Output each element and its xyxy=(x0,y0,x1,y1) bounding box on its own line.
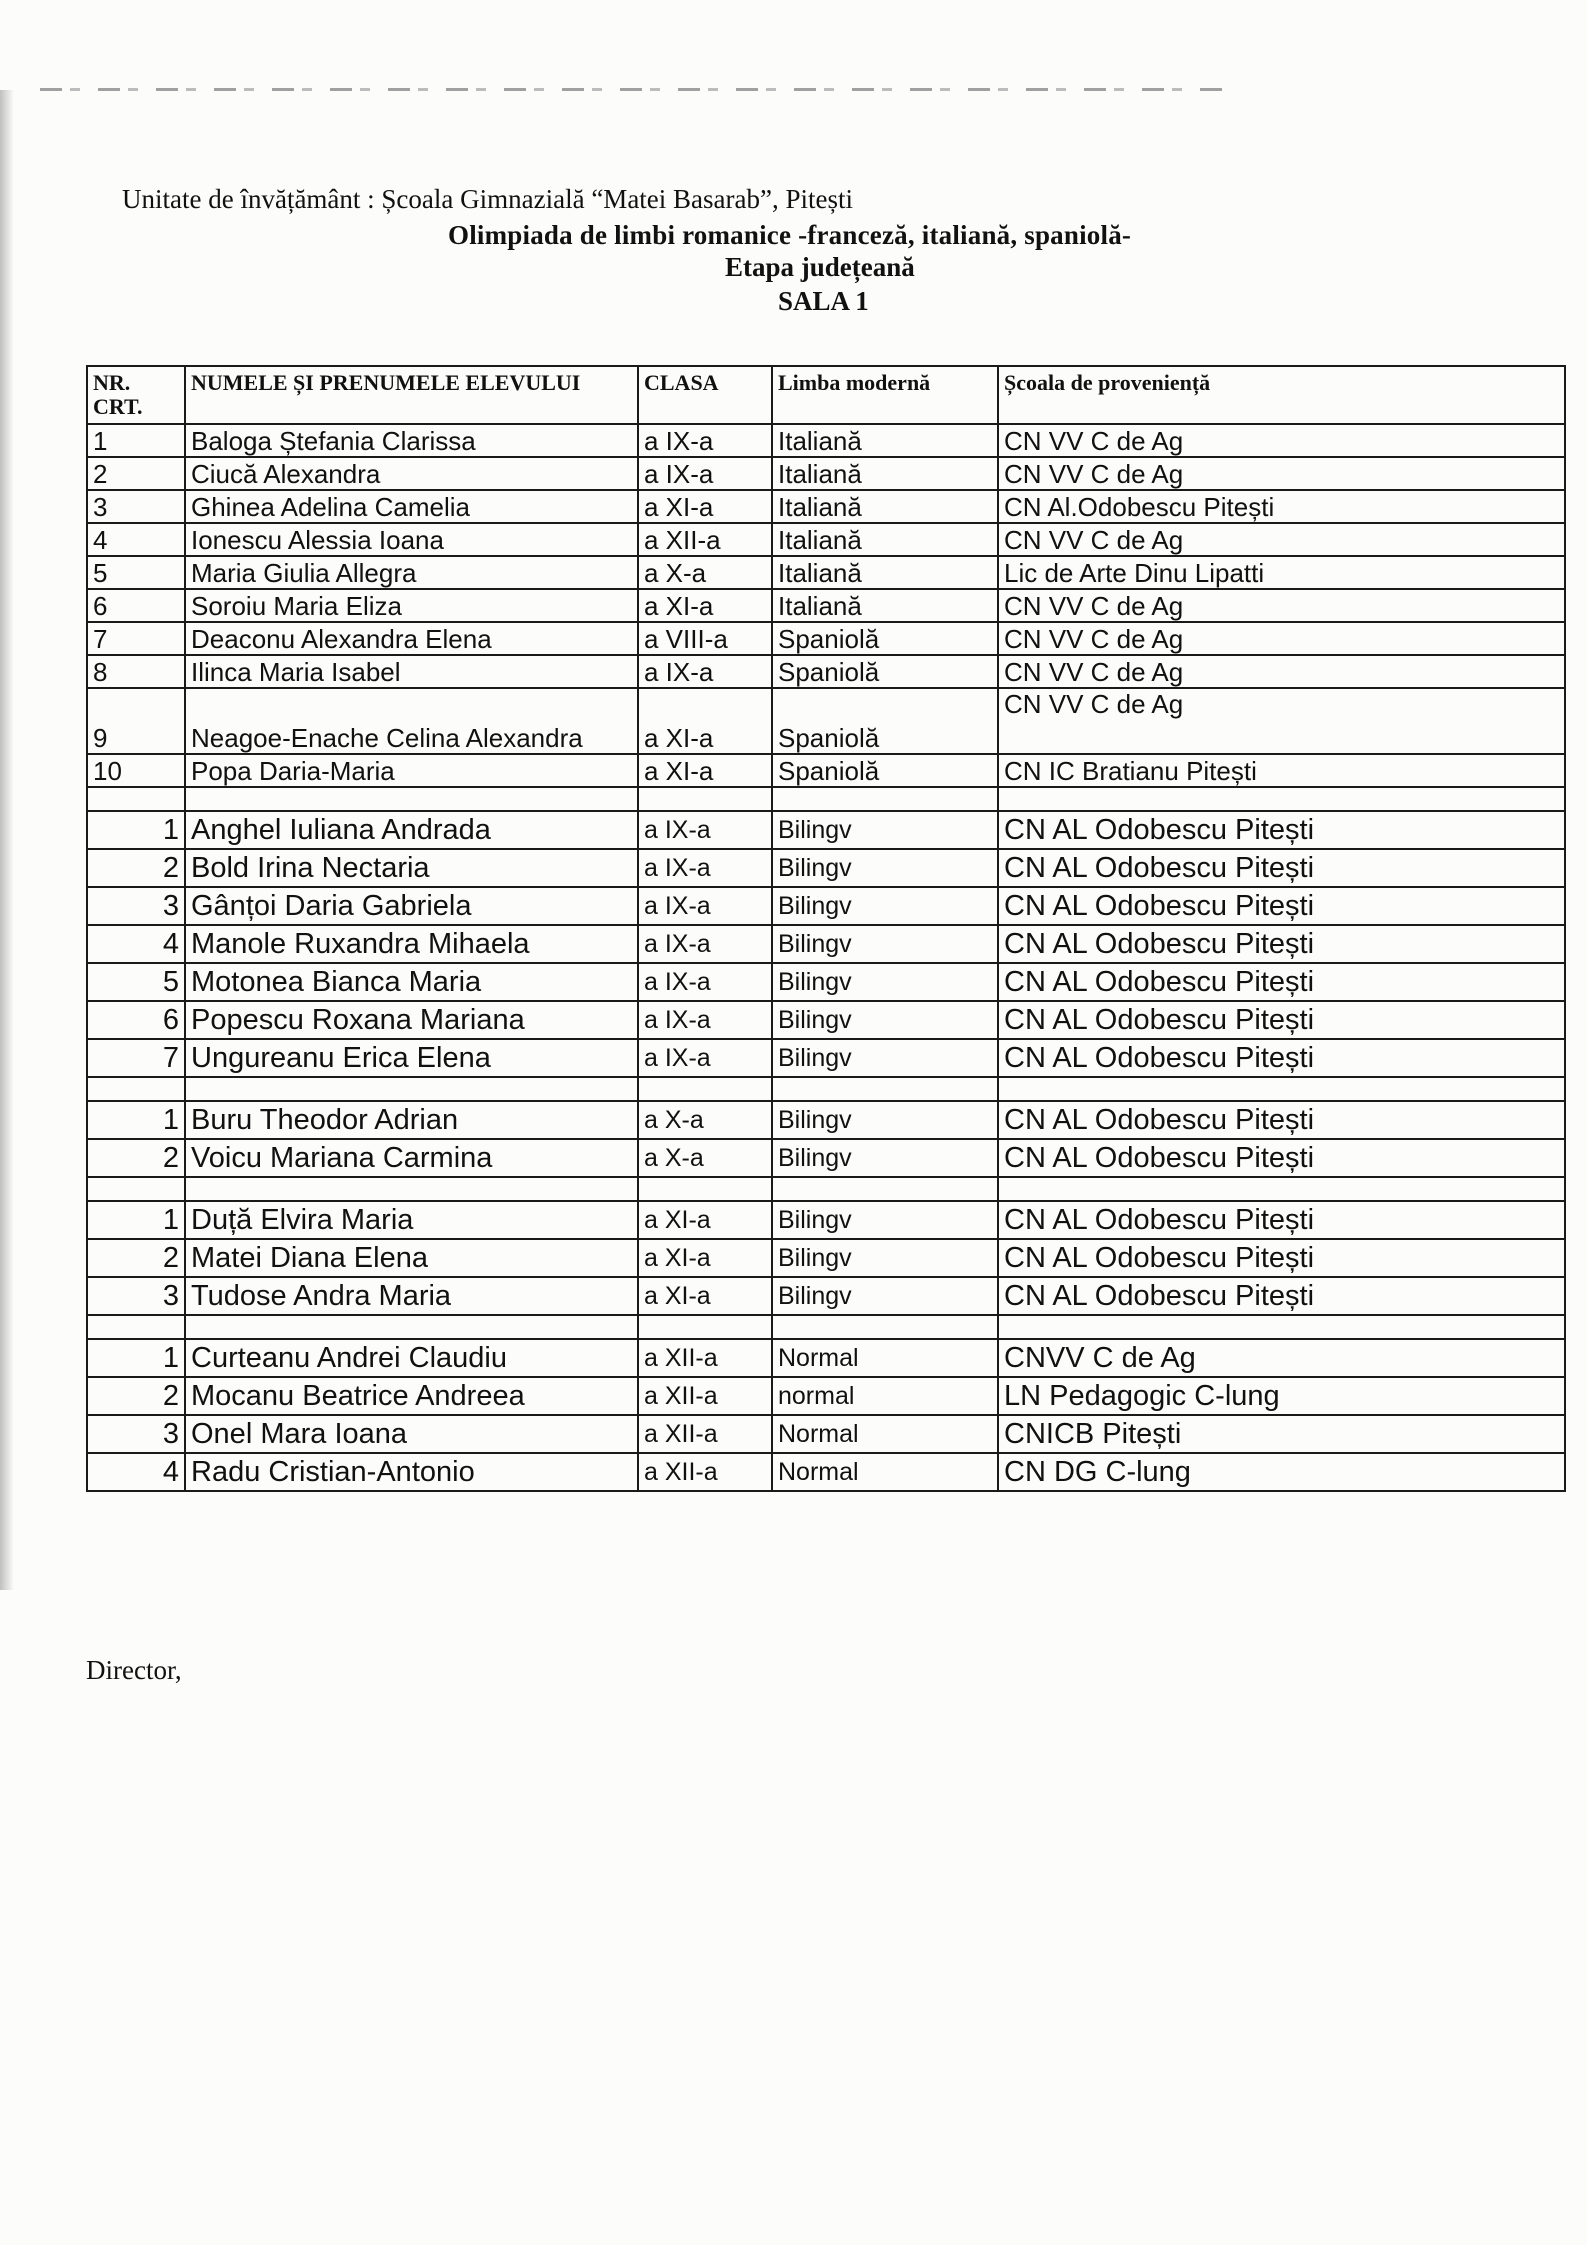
table-body xyxy=(87,424,1565,1491)
empty-cell xyxy=(638,1315,772,1339)
cell-name: Bold Irina Nectaria xyxy=(185,849,638,887)
cell-language: Italiană xyxy=(772,523,998,556)
cell-nr: 1 xyxy=(87,1201,185,1239)
cell-nr: 2 xyxy=(87,1139,185,1177)
cell-class: a XII-a xyxy=(638,1453,772,1491)
table-row xyxy=(87,849,1565,887)
empty-cell xyxy=(998,1077,1565,1101)
cell-school: CN IC Bratianu Pitești xyxy=(998,754,1565,787)
cell-name: Anghel Iuliana Andrada xyxy=(185,811,638,849)
table-row xyxy=(87,457,1565,490)
cell-language: Bilingv xyxy=(772,1239,998,1277)
table-row xyxy=(87,589,1565,622)
cell-nr: 1 xyxy=(87,1339,185,1377)
table-row xyxy=(87,1001,1565,1039)
empty-cell xyxy=(87,1077,185,1101)
cell-school: CN VV C de Ag xyxy=(998,457,1565,490)
empty-cell xyxy=(87,1315,185,1339)
cell-name: Curteanu Andrei Claudiu xyxy=(185,1339,638,1377)
table-row xyxy=(87,963,1565,1001)
cell-nr: 1 xyxy=(87,424,185,457)
table-row xyxy=(87,655,1565,688)
empty-cell xyxy=(772,787,998,811)
table-row xyxy=(87,925,1565,963)
cell-class: a IX-a xyxy=(638,887,772,925)
cell-name: Onel Mara Ioana xyxy=(185,1415,638,1453)
cell-school: CN AL Odobescu Pitești xyxy=(998,1001,1565,1039)
cell-nr: 3 xyxy=(87,1415,185,1453)
cell-nr: 7 xyxy=(87,622,185,655)
cell-language: Italiană xyxy=(772,424,998,457)
cell-nr: 2 xyxy=(87,1377,185,1415)
cell-name: Tudose Andra Maria xyxy=(185,1277,638,1315)
cell-class: a IX-a xyxy=(638,457,772,490)
empty-cell xyxy=(185,1177,638,1201)
group-separator-row xyxy=(87,1077,1565,1101)
cell-language: Bilingv xyxy=(772,887,998,925)
cell-class: a IX-a xyxy=(638,811,772,849)
empty-cell xyxy=(772,1315,998,1339)
cell-nr: 5 xyxy=(87,963,185,1001)
cell-language: Bilingv xyxy=(772,963,998,1001)
cell-class: a XI-a xyxy=(638,1277,772,1315)
empty-cell xyxy=(185,1077,638,1101)
table-row xyxy=(87,1339,1565,1377)
cell-nr: 9 xyxy=(87,688,185,754)
empty-cell xyxy=(638,1177,772,1201)
cell-name: Ciucă Alexandra xyxy=(185,457,638,490)
cell-nr: 6 xyxy=(87,589,185,622)
cell-language: Bilingv xyxy=(772,1039,998,1077)
cell-name: Matei Diana Elena xyxy=(185,1239,638,1277)
cell-class: a XII-a xyxy=(638,1377,772,1415)
table-row xyxy=(87,1239,1565,1277)
cell-language: Italiană xyxy=(772,457,998,490)
cell-language: Bilingv xyxy=(772,1001,998,1039)
table-row xyxy=(87,887,1565,925)
scan-top-rule xyxy=(40,88,1230,91)
cell-class: a XI-a xyxy=(638,754,772,787)
cell-language: Bilingv xyxy=(772,1277,998,1315)
group-separator-row xyxy=(87,1177,1565,1201)
cell-name: Ionescu Alessia Ioana xyxy=(185,523,638,556)
cell-school: CN Al.Odobescu Pitești xyxy=(998,490,1565,523)
group-separator-row xyxy=(87,1315,1565,1339)
cell-name: Mocanu Beatrice Andreea xyxy=(185,1377,638,1415)
table-row xyxy=(87,754,1565,787)
cell-school: CN VV C de Ag xyxy=(998,688,1565,754)
cell-school: CN AL Odobescu Pitești xyxy=(998,887,1565,925)
table-row xyxy=(87,424,1565,457)
cell-nr: 2 xyxy=(87,1239,185,1277)
cell-class: a X-a xyxy=(638,1139,772,1177)
empty-cell xyxy=(638,1077,772,1101)
table-row xyxy=(87,622,1565,655)
cell-school: CN AL Odobescu Pitești xyxy=(998,963,1565,1001)
cell-class: a X-a xyxy=(638,556,772,589)
cell-school: LN Pedagogic C-lung xyxy=(998,1377,1565,1415)
empty-cell xyxy=(87,787,185,811)
table-row xyxy=(87,1039,1565,1077)
school-unit-line: Unitate de învățământ : Școala Gimnazială “Matei Basarab”, Pitești xyxy=(122,184,853,214)
cell-language: Italiană xyxy=(772,589,998,622)
cell-name: Motonea Bianca Maria xyxy=(185,963,638,1001)
cell-name: Popa Daria-Maria xyxy=(185,754,638,787)
cell-nr: 4 xyxy=(87,523,185,556)
empty-cell xyxy=(185,1315,638,1339)
cell-name: Ilinca Maria Isabel xyxy=(185,655,638,688)
empty-cell xyxy=(638,787,772,811)
students-table xyxy=(86,365,1566,1492)
header-class: CLASA xyxy=(638,366,772,424)
cell-nr: 3 xyxy=(87,1277,185,1315)
empty-cell xyxy=(998,1315,1565,1339)
cell-class: a IX-a xyxy=(638,1001,772,1039)
cell-name: Soroiu Maria Eliza xyxy=(185,589,638,622)
cell-class: a IX-a xyxy=(638,963,772,1001)
cell-language: Bilingv xyxy=(772,849,998,887)
cell-class: a IX-a xyxy=(638,655,772,688)
cell-nr: 4 xyxy=(87,1453,185,1491)
cell-name: Ungureanu Erica Elena xyxy=(185,1039,638,1077)
cell-language: Spaniolă xyxy=(772,754,998,787)
table-row xyxy=(87,811,1565,849)
cell-language: Spaniolă xyxy=(772,688,998,754)
empty-cell xyxy=(998,787,1565,811)
cell-school: CN AL Odobescu Pitești xyxy=(998,1239,1565,1277)
table-row xyxy=(87,1277,1565,1315)
table-row xyxy=(87,688,1565,754)
table-row xyxy=(87,490,1565,523)
table-row xyxy=(87,1377,1565,1415)
table-row xyxy=(87,556,1565,589)
cell-class: a IX-a xyxy=(638,1039,772,1077)
cell-nr: 1 xyxy=(87,811,185,849)
cell-name: Gânțoi Daria Gabriela xyxy=(185,887,638,925)
table-row xyxy=(87,1453,1565,1491)
cell-language: Bilingv xyxy=(772,811,998,849)
cell-class: a XI-a xyxy=(638,589,772,622)
cell-language: Normal xyxy=(772,1339,998,1377)
cell-nr: 2 xyxy=(87,849,185,887)
cell-class: a XII-a xyxy=(638,1415,772,1453)
cell-class: a VIII-a xyxy=(638,622,772,655)
cell-name: Voicu Mariana Carmina xyxy=(185,1139,638,1177)
header-school: Școala de proveniență xyxy=(998,366,1565,424)
table-row xyxy=(87,1139,1565,1177)
cell-nr: 10 xyxy=(87,754,185,787)
cell-class: a X-a xyxy=(638,1101,772,1139)
cell-school: CN VV C de Ag xyxy=(998,523,1565,556)
cell-class: a IX-a xyxy=(638,849,772,887)
cell-language: Bilingv xyxy=(772,1139,998,1177)
table-row xyxy=(87,1201,1565,1239)
cell-school: CN DG C-lung xyxy=(998,1453,1565,1491)
cell-language: Spaniolă xyxy=(772,655,998,688)
cell-school: CNVV C de Ag xyxy=(998,1339,1565,1377)
stage-title: Etapa județeană xyxy=(725,252,915,282)
cell-nr: 8 xyxy=(87,655,185,688)
cell-school: CN AL Odobescu Pitești xyxy=(998,925,1565,963)
director-signature-label: Director, xyxy=(86,1655,182,1685)
header-name: NUMELE ȘI PRENUMELE ELEVULUI xyxy=(185,366,638,424)
cell-language: Bilingv xyxy=(772,1201,998,1239)
cell-nr: 1 xyxy=(87,1101,185,1139)
cell-name: Manole Ruxandra Mihaela xyxy=(185,925,638,963)
cell-school: CN AL Odobescu Pitești xyxy=(998,849,1565,887)
cell-class: a XI-a xyxy=(638,688,772,754)
cell-nr: 2 xyxy=(87,457,185,490)
cell-school: CN VV C de Ag xyxy=(998,655,1565,688)
cell-nr: 3 xyxy=(87,887,185,925)
cell-school: CN AL Odobescu Pitești xyxy=(998,1101,1565,1139)
cell-name: Radu Cristian-Antonio xyxy=(185,1453,638,1491)
header-language: Limba modernă xyxy=(772,366,998,424)
cell-nr: 5 xyxy=(87,556,185,589)
table-row xyxy=(87,523,1565,556)
cell-class: a XI-a xyxy=(638,1239,772,1277)
empty-cell xyxy=(772,1077,998,1101)
cell-name: Popescu Roxana Mariana xyxy=(185,1001,638,1039)
cell-school: CN AL Odobescu Pitești xyxy=(998,1277,1565,1315)
group-separator-row xyxy=(87,787,1565,811)
cell-name: Ghinea Adelina Camelia xyxy=(185,490,638,523)
empty-cell xyxy=(87,1177,185,1201)
cell-school: CNICB Pitești xyxy=(998,1415,1565,1453)
cell-name: Deaconu Alexandra Elena xyxy=(185,622,638,655)
header-nr: NR. CRT. xyxy=(87,366,185,424)
cell-class: a XI-a xyxy=(638,1201,772,1239)
cell-class: a IX-a xyxy=(638,925,772,963)
cell-school: CN AL Odobescu Pitești xyxy=(998,811,1565,849)
cell-school: CN VV C de Ag xyxy=(998,424,1565,457)
cell-name: Buru Theodor Adrian xyxy=(185,1101,638,1139)
olympiad-title: Olimpiada de limbi romanice -franceză, italiană, spaniolă- xyxy=(448,220,1132,250)
cell-language: normal xyxy=(772,1377,998,1415)
cell-school: CN AL Odobescu Pitești xyxy=(998,1139,1565,1177)
cell-school: CN VV C de Ag xyxy=(998,622,1565,655)
empty-cell xyxy=(998,1177,1565,1201)
cell-nr: 4 xyxy=(87,925,185,963)
room-title: SALA 1 xyxy=(778,286,869,316)
cell-name: Neagoe-Enache Celina Alexandra xyxy=(185,688,638,754)
cell-class: a XI-a xyxy=(638,490,772,523)
cell-nr: 7 xyxy=(87,1039,185,1077)
cell-name: Maria Giulia Allegra xyxy=(185,556,638,589)
cell-class: a XII-a xyxy=(638,523,772,556)
cell-language: Italiană xyxy=(772,490,998,523)
cell-class: a XII-a xyxy=(638,1339,772,1377)
cell-language: Italiană xyxy=(772,556,998,589)
cell-nr: 3 xyxy=(87,490,185,523)
cell-language: Bilingv xyxy=(772,925,998,963)
cell-school: CN VV C de Ag xyxy=(998,589,1565,622)
cell-name: Duță Elvira Maria xyxy=(185,1201,638,1239)
cell-school: CN AL Odobescu Pitești xyxy=(998,1201,1565,1239)
cell-language: Spaniolă xyxy=(772,622,998,655)
table-row xyxy=(87,1415,1565,1453)
cell-school: Lic de Arte Dinu Lipatti xyxy=(998,556,1565,589)
cell-language: Bilingv xyxy=(772,1101,998,1139)
table-header-row xyxy=(87,366,1565,424)
scan-left-edge xyxy=(0,90,14,1590)
cell-school: CN AL Odobescu Pitești xyxy=(998,1039,1565,1077)
cell-nr: 6 xyxy=(87,1001,185,1039)
cell-class: a IX-a xyxy=(638,424,772,457)
cell-language: Normal xyxy=(772,1415,998,1453)
cell-name: Baloga Ștefania Clarissa xyxy=(185,424,638,457)
cell-language: Normal xyxy=(772,1453,998,1491)
empty-cell xyxy=(772,1177,998,1201)
table-row xyxy=(87,1101,1565,1139)
empty-cell xyxy=(185,787,638,811)
